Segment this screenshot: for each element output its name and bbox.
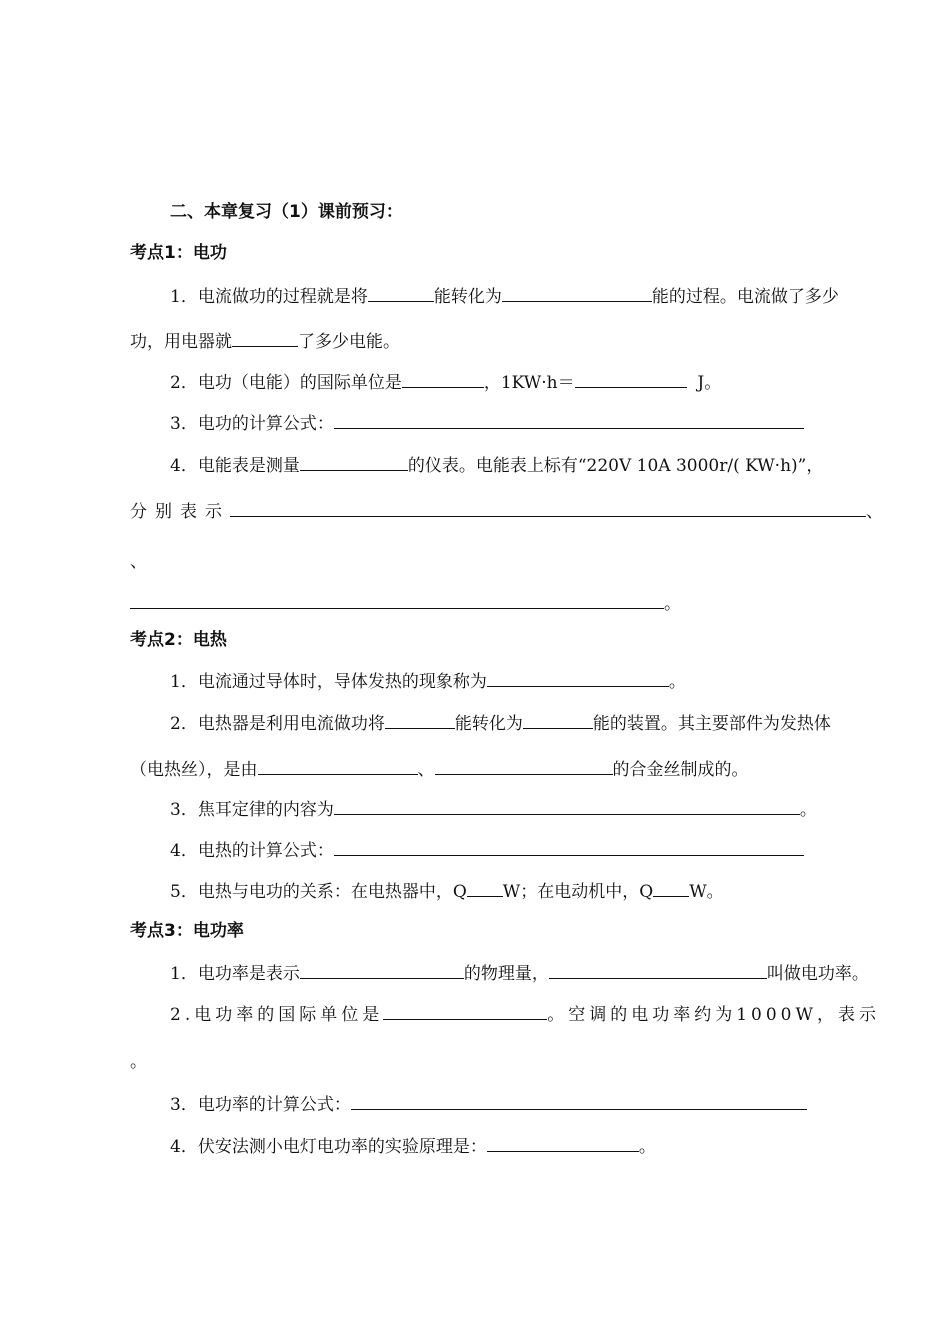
s1-q4-text-d: 、 [866, 502, 883, 522]
s3-q2-line2: 。 [130, 1052, 147, 1072]
s3-q2-line1 [170, 1001, 880, 1027]
s1-q4-blank-3[interactable] [130, 590, 664, 609]
s2-q2-text-c: 能的装置。其主要部件为发热体 [592, 714, 831, 734]
s1-q2-text-a: 2．电功（电能）的国际单位是 [170, 373, 402, 393]
s2-q2-text-a: 2．电热器是利用电流做功将 [170, 714, 385, 734]
s2-q3-line [170, 796, 817, 822]
s1-q4-text-f: 。 [664, 594, 681, 614]
s1-q1-blank-1[interactable] [368, 283, 434, 302]
s2-q5-text-a: 5．电热与电功的关系：在电热器中，Q [170, 882, 467, 902]
s3-q1-text-b: 的物理量， [463, 964, 549, 984]
s2-q5-blank-1[interactable] [467, 878, 503, 897]
s1-q4-blank-2[interactable] [230, 498, 866, 517]
s2-q2-blank-1[interactable] [385, 710, 455, 729]
s1-q3-text-a: 3．电功的计算公式： [170, 414, 334, 434]
s1-q1-text-c: 能的过程。电流做了多少 [651, 287, 839, 307]
s1-q4-text-a: 4．电能表是测量 [170, 456, 300, 476]
s1-q1-line1 [170, 283, 839, 309]
s3-q4-text-a: 4．伏安法测小电灯电功率的实验原理是： [170, 1137, 487, 1157]
s2-q2-text-b: 能转化为 [454, 714, 523, 734]
s1-q2-blank-2[interactable] [575, 369, 687, 388]
s3-q3-blank[interactable] [351, 1091, 807, 1110]
s1-q4-line3: 、 [130, 552, 147, 572]
s3-q2-text-b: 。空调的电功率约为1000W，表示 [547, 1005, 880, 1025]
s2-q4-blank[interactable] [334, 837, 804, 856]
s1-q4-line1 [170, 452, 823, 478]
s2-q2-text-d: （电热丝），是由 [130, 760, 258, 780]
s1-q1-text-b: 能转化为 [433, 287, 502, 307]
s1-q2-line [170, 369, 721, 395]
s2-q3-text-a: 3．焦耳定律的内容为 [170, 800, 334, 820]
s2-q1-text-b: 。 [668, 672, 686, 692]
s2-q1-blank[interactable] [487, 668, 669, 687]
section-title-electric-heat: 考点2：电热 [130, 630, 227, 650]
s2-q5-text-c: W。 [689, 882, 724, 902]
s2-q2-line1 [170, 710, 831, 736]
s1-q1-blank-2[interactable] [502, 283, 652, 302]
s1-q2-blank-1[interactable] [402, 369, 484, 388]
s2-q2-blank-4[interactable] [435, 756, 613, 775]
s3-q4-text-b: 。 [638, 1137, 656, 1157]
s2-q5-line [170, 878, 724, 904]
s3-q4-blank[interactable] [487, 1133, 639, 1152]
s2-q5-blank-2[interactable] [653, 878, 689, 897]
s3-q1-text-a: 1．电功率是表示 [170, 964, 300, 984]
s1-q4-text-b: 的仪表。电能表上标有“220V 10A 3000r/( KW·h)”， [407, 456, 824, 476]
s3-q1-blank-1[interactable] [300, 960, 464, 979]
s2-q2-blank-3[interactable] [258, 756, 418, 775]
s1-q1-text-e: 了多少电能。 [298, 332, 400, 352]
s1-q4-blank-1[interactable] [300, 452, 408, 471]
s3-q3-line [170, 1091, 807, 1117]
s2-q1-text-a: 1．电流通过导体时，导体发热的现象称为 [170, 672, 487, 692]
s1-q1-text-d: 功，用电器就 [130, 332, 232, 352]
s3-q4-line [170, 1133, 656, 1159]
s2-q3-blank[interactable] [334, 796, 800, 815]
s1-q3-blank[interactable] [334, 410, 804, 429]
s3-q1-line [170, 960, 869, 986]
s2-q5-text-b: W；在电动机中，Q [502, 882, 654, 902]
s1-q3-line [170, 410, 804, 436]
s3-q2-blank[interactable] [383, 1001, 547, 1020]
s1-q1-blank-3[interactable] [232, 328, 298, 347]
s1-q1-text-a: 1．电流做功的过程就是将 [170, 287, 368, 307]
section-title-electric-work: 考点1：电功 [130, 243, 227, 263]
s1-q1-line2 [130, 328, 400, 354]
s2-q4-line [170, 837, 804, 863]
s2-q4-text-a: 4．电热的计算公式： [170, 841, 334, 861]
s2-q3-text-b: 。 [799, 800, 817, 820]
s1-q2-text-b: ，1KW·h＝ [483, 373, 575, 393]
s3-q3-text-a: 3．电功率的计算公式： [170, 1095, 351, 1115]
s2-q2-blank-2[interactable] [523, 710, 593, 729]
section-title-electric-power: 考点3：电功率 [130, 921, 244, 941]
s1-q4-text-c: 分别表示 [130, 502, 230, 522]
s1-q4-line2 [130, 498, 883, 524]
s1-q4-line4 [130, 590, 681, 616]
s3-q2-text-a: 2.电功率的国际单位是 [170, 1005, 384, 1025]
chapter-heading: 二、本章复习（1）课前预习： [170, 202, 403, 222]
s2-q1-line [170, 668, 686, 694]
s3-q1-blank-2[interactable] [549, 960, 767, 979]
s3-q1-text-c: 叫做电功率。 [766, 964, 869, 984]
s2-q2-line2 [130, 756, 749, 782]
s2-q2-text-e: 、 [417, 760, 435, 780]
s1-q2-text-c: J。 [697, 373, 722, 393]
s2-q2-text-f: 的合金丝制成的。 [612, 760, 749, 780]
